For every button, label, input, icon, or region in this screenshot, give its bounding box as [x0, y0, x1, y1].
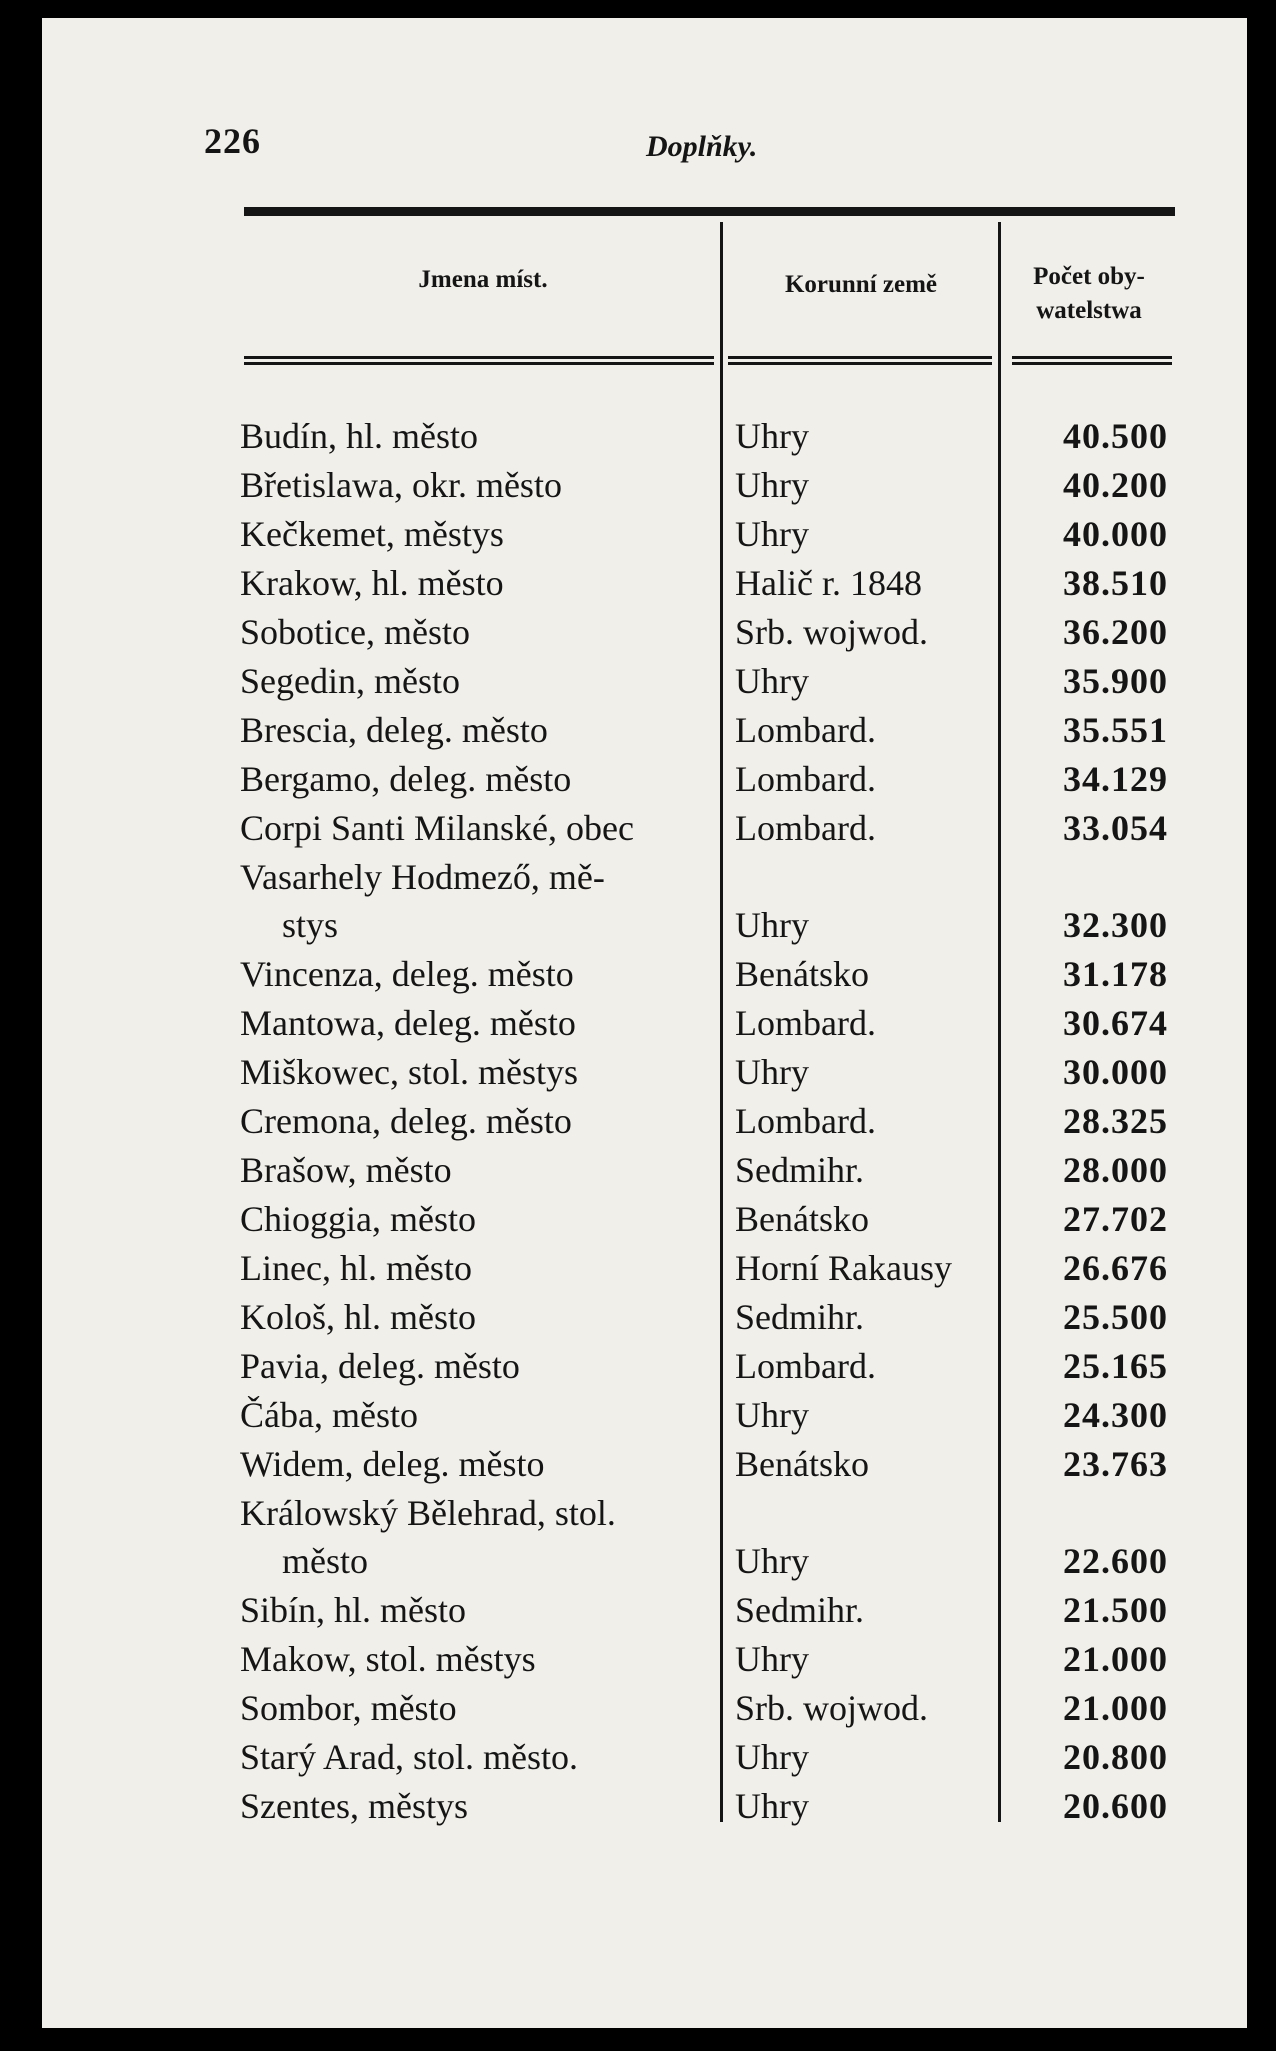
population-value: 21.500 — [1063, 1590, 1168, 1630]
table-row — [0, 462, 1276, 511]
crown-land: Uhry — [735, 661, 809, 701]
place-name: Szentes, městys — [240, 1786, 468, 1826]
place-name: Budín, hl. město — [240, 416, 479, 456]
place-name: Brescia, deleg. město — [240, 710, 548, 750]
table-row — [0, 1587, 1276, 1636]
place-name: Chioggia, město — [240, 1199, 476, 1239]
table-row — [0, 560, 1276, 609]
place-name: Kečkemet, městys — [240, 514, 504, 554]
crown-land: Uhry — [735, 416, 809, 456]
population-value: 21.000 — [1063, 1688, 1168, 1728]
place-name: Segedin, město — [240, 661, 460, 701]
table-row — [0, 1441, 1276, 1490]
crown-land: Sedmihr. — [735, 1297, 865, 1337]
population-value: 32.300 — [1063, 905, 1168, 945]
header-rule-name — [244, 356, 714, 365]
crown-land: Lombard. — [735, 1101, 876, 1141]
place-name: Vincenza, deleg. město — [240, 954, 574, 994]
top-rule — [244, 207, 1175, 216]
population-value: 20.800 — [1063, 1737, 1168, 1777]
column-header-land: Korunní země — [784, 271, 938, 298]
table-row — [0, 1000, 1276, 1049]
table-row — [0, 1636, 1276, 1685]
population-value: 35.900 — [1063, 661, 1168, 701]
place-name: Widem, deleg. město — [240, 1444, 545, 1484]
header-rule-land — [728, 356, 992, 365]
table-row — [0, 511, 1276, 560]
population-value: 28.000 — [1063, 1150, 1168, 1190]
column-header-population — [1002, 260, 1176, 328]
column-header-population-line2: watelstwa — [1036, 297, 1142, 324]
population-value: 30.674 — [1063, 1003, 1168, 1043]
table-row — [0, 854, 1276, 945]
population-value: 30.000 — [1063, 1052, 1168, 1092]
population-value: 25.500 — [1063, 1297, 1168, 1337]
place-name-continuation: město — [282, 1541, 368, 1581]
place-name: Sibín, hl. město — [240, 1590, 467, 1630]
population-value: 33.054 — [1063, 808, 1168, 848]
table-row — [0, 413, 1276, 462]
table-row — [0, 1490, 1276, 1581]
population-value: 23.763 — [1063, 1444, 1168, 1484]
place-name: Linec, hl. město — [240, 1248, 472, 1288]
table-row — [0, 1294, 1276, 1343]
crown-land: Benátsko — [735, 1444, 869, 1484]
crown-land: Lombard. — [735, 1346, 876, 1386]
running-head: Doplňky. — [646, 130, 758, 163]
place-name: Makow, stol. městys — [240, 1639, 536, 1679]
place-name: Břetislawa, okr. město — [240, 465, 562, 505]
crown-land: Benátsko — [735, 1199, 869, 1239]
table-row — [0, 1783, 1276, 1832]
table-row — [0, 658, 1276, 707]
crown-land: Srb. wojwod. — [735, 1688, 929, 1728]
crown-land: Lombard. — [735, 710, 876, 750]
crown-land: Uhry — [735, 1052, 809, 1092]
place-name: Krakow, hl. město — [240, 563, 504, 603]
place-name: Sobotice, město — [240, 612, 470, 652]
table-row — [0, 756, 1276, 805]
table-row — [0, 1343, 1276, 1392]
population-value: 40.200 — [1063, 465, 1168, 505]
population-value: 34.129 — [1063, 759, 1168, 799]
place-name-continuation: stys — [282, 905, 339, 945]
crown-land: Uhry — [735, 514, 809, 554]
table-row — [0, 1734, 1276, 1783]
crown-land: Lombard. — [735, 1003, 876, 1043]
population-value: 22.600 — [1063, 1541, 1168, 1581]
place-name: Bergamo, deleg. město — [240, 759, 572, 799]
crown-land: Benátsko — [735, 954, 869, 994]
population-value: 40.500 — [1063, 416, 1168, 456]
crown-land: Sedmihr. — [735, 1150, 865, 1190]
crown-land: Uhry — [735, 1639, 809, 1679]
place-name: Králowský Bělehrad, stol. — [240, 1493, 616, 1533]
column-header-population-line1: Počet oby- — [1033, 263, 1145, 290]
place-name: Mantowa, deleg. město — [240, 1003, 576, 1043]
crown-land: Uhry — [735, 465, 809, 505]
crown-land: Uhry — [735, 1786, 809, 1826]
population-value: 35.551 — [1063, 710, 1168, 750]
population-value: 27.702 — [1063, 1199, 1168, 1239]
place-name: Vasarhely Hodmező, mě- — [240, 857, 605, 897]
place-name: Starý Arad, stol. město. — [240, 1737, 578, 1777]
table-row — [0, 707, 1276, 756]
population-value: 24.300 — [1063, 1395, 1168, 1435]
crown-land: Halič r. 1848 — [735, 563, 922, 603]
crown-land: Uhry — [735, 905, 809, 945]
crown-land: Lombard. — [735, 759, 876, 799]
population-value: 21.000 — [1063, 1639, 1168, 1679]
population-value: 28.325 — [1063, 1101, 1168, 1141]
column-header-name: Jmena míst. — [418, 266, 548, 293]
place-name: Kološ, hl. město — [240, 1297, 477, 1337]
place-name: Brašow, město — [240, 1150, 452, 1190]
crown-land: Sedmihr. — [735, 1590, 865, 1630]
crown-land: Srb. wojwod. — [735, 612, 929, 652]
table-row — [0, 1098, 1276, 1147]
table-row — [0, 1147, 1276, 1196]
population-value: 40.000 — [1063, 514, 1168, 554]
crown-land: Uhry — [735, 1737, 809, 1777]
place-name: Cremona, deleg. město — [240, 1101, 572, 1141]
place-name: Pavia, deleg. město — [240, 1346, 520, 1386]
crown-land: Uhry — [735, 1395, 809, 1435]
crown-land: Uhry — [735, 1541, 809, 1581]
population-value: 26.676 — [1063, 1248, 1168, 1288]
crown-land: Horní Rakausy — [735, 1248, 952, 1288]
header-rule-population — [1012, 356, 1172, 365]
place-name: Sombor, město — [240, 1688, 457, 1728]
place-name: Čába, město — [240, 1395, 418, 1435]
place-name: Corpi Santi Milanské, obec — [240, 808, 634, 848]
table-row — [0, 609, 1276, 658]
page-number: 226 — [204, 121, 261, 161]
table-row — [0, 1685, 1276, 1734]
table-row — [0, 1392, 1276, 1441]
crown-land: Lombard. — [735, 808, 876, 848]
population-value: 31.178 — [1063, 954, 1168, 994]
table-row — [0, 1245, 1276, 1294]
table-row — [0, 805, 1276, 854]
table-row — [0, 951, 1276, 1000]
population-value: 38.510 — [1063, 563, 1168, 603]
table-row — [0, 1196, 1276, 1245]
population-value: 20.600 — [1063, 1786, 1168, 1826]
table-row — [0, 1049, 1276, 1098]
population-value: 36.200 — [1063, 612, 1168, 652]
place-name: Miškowec, stol. městys — [240, 1052, 578, 1092]
population-value: 25.165 — [1063, 1346, 1168, 1386]
